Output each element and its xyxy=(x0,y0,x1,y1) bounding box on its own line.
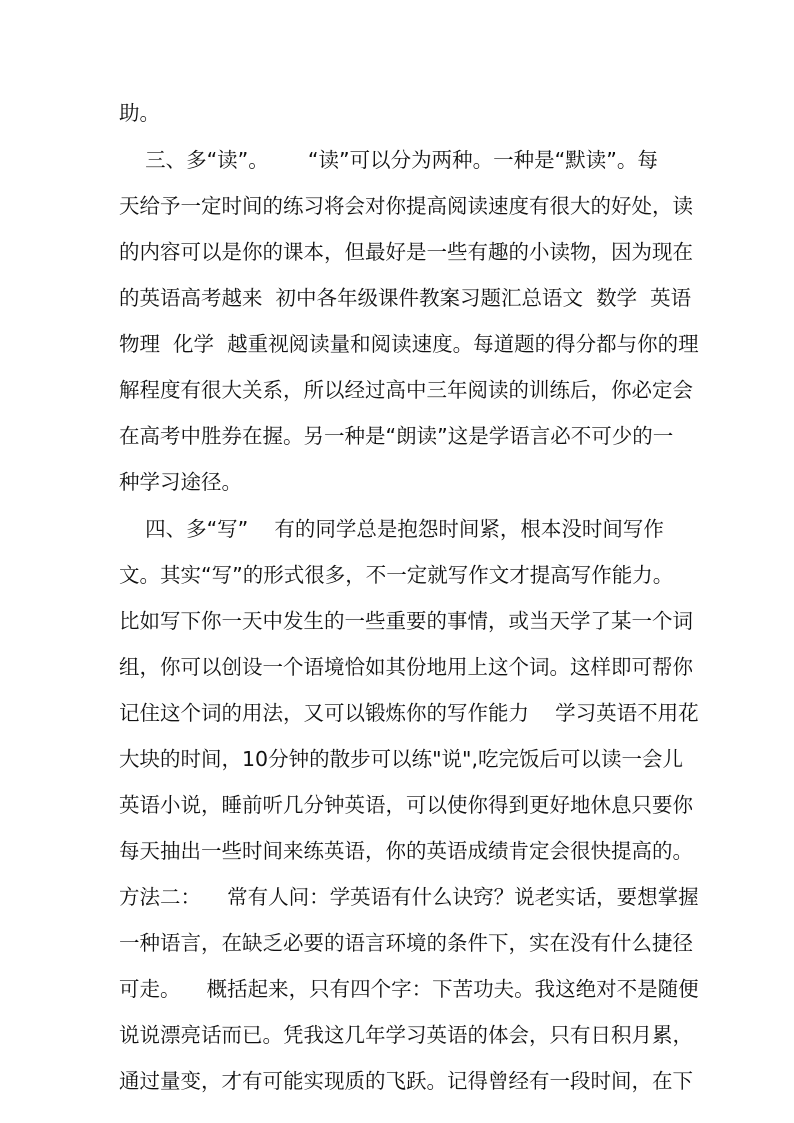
text-line: 一种语言，在缺乏必要的语言环境的条件下，实在没有什么捷径 xyxy=(119,931,693,955)
text-line: 记住这个词的用法，又可以锻炼你的写作能力 学习英语不用花 xyxy=(119,701,699,725)
text-line: 组，你可以创设一个语境恰如其份地用上这个词。这样即可帮你 xyxy=(119,655,693,679)
text-line: 在高考中胜券在握。另一种是“朗读”这是学语言必不可少的一 xyxy=(119,424,674,448)
text-line: 英语小说，睡前听几分钟英语，可以使你得到更好地休息只要你 xyxy=(119,793,693,817)
text-line: 解程度有很大关系，所以经过高中三年阅读的训练后，你必定会 xyxy=(119,378,693,402)
text-line: 种学习途径。 xyxy=(119,470,242,494)
text-line: 比如写下你一天中发生的一些重要的事情，或当天学了某一个词 xyxy=(119,609,693,633)
text-line: 说说漂亮话而已。凭我这几年学习英语的体会，只有日积月累， xyxy=(119,1023,693,1047)
text-line: 文。其实“写”的形式很多，不一定就写作文才提高写作能力。 xyxy=(119,563,674,587)
text-line: 方法二： 常有人问：学英语有什么诀窍？说老实话，要想掌握 xyxy=(119,885,699,909)
text-line: 的内容可以是你的课本，但最好是一些有趣的小读物，因为现在 xyxy=(119,240,693,264)
text-line: 大块的时间，10分钟的散步可以练"说",吃完饭后可以读一会儿 xyxy=(119,747,683,771)
text-line: 三、多“读”。 “读”可以分为两种。一种是“默读”。每 xyxy=(119,148,658,172)
text-line: 每天抽出一些时间来练英语，你的英语成绩肯定会很快提高的。 xyxy=(119,839,693,863)
text-line: 四、多“写” 有的同学总是抱怨时间紧，根本没时间写作 xyxy=(119,517,664,541)
text-line: 可走。 概括起来，只有四个字：下苦功夫。我这绝对不是随便 xyxy=(119,977,699,1001)
text-line: 的英语高考越来 初中各年级课件教案习题汇总语文 数学 英语 xyxy=(119,286,692,310)
text-line: 物理 化学 越重视阅读量和阅读速度。每道题的得分都与你的理 xyxy=(119,332,699,356)
text-line: 助。 xyxy=(119,101,160,125)
text-line: 天给予一定时间的练习将会对你提高阅读速度有很大的好处，读 xyxy=(119,194,693,218)
text-line: 通过量变，才有可能实现质的飞跃。记得曾经有一段时间，在下 xyxy=(119,1069,693,1093)
